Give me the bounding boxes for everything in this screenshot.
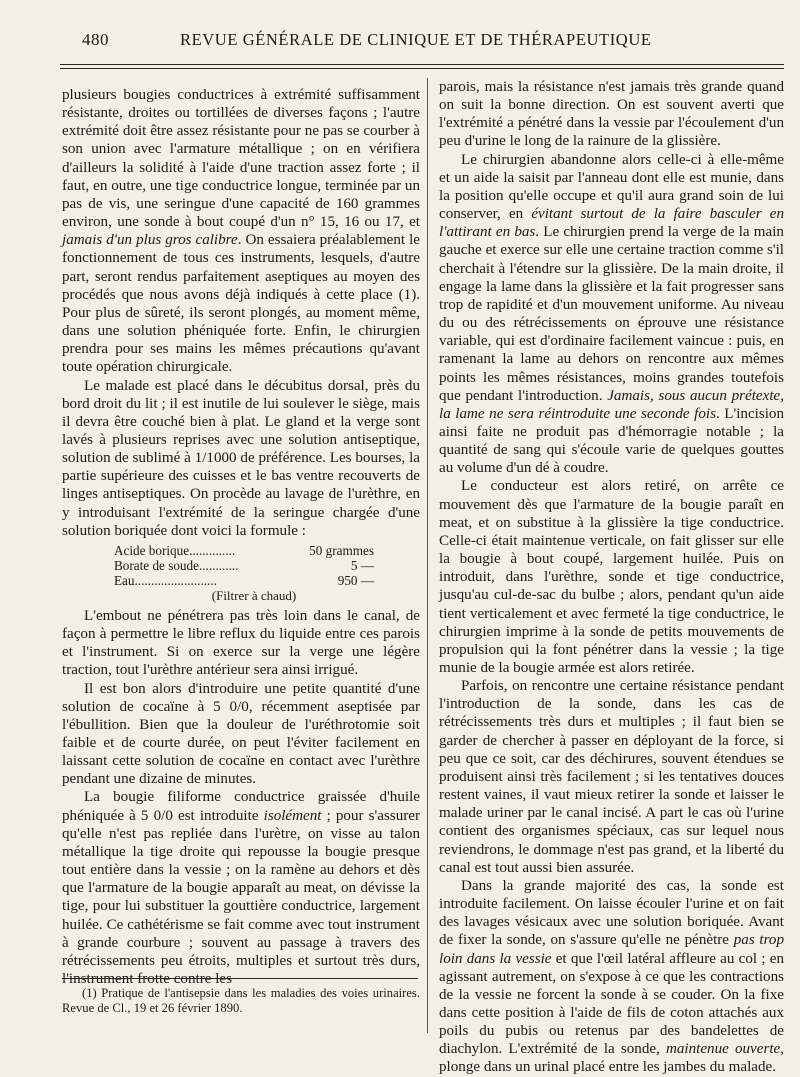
paragraph-embout: L'embout ne pénétrera pas très loin dans le canal, de façon à permettre le libre reflux du liquide entre ces parois et l'instrument. Si on exerce sur la verge une légère traction, tout l'urèthre antérieur sera ainsi irrigué. (62, 607, 420, 679)
right-column (439, 78, 784, 1077)
header-rule (60, 64, 784, 65)
paragraph-resistance: Parfois, on rencontre une certaine résistance pendant l'introduction de la sonde, dans les cas de rétrécissements très durs et multiples ; il faut bien se garder de chercher à passer en déployant de la force, si peu que ce soit, car des déchirures, souvent étendues se produisent ainsi très facilement ; si les tentatives douces restent vaines, il vaut mieux retirer la sonde et laisser le malade uriner par le canal incisé. A part le cas où l'urine contient des organismes spéciaux, cas sur lequel nous reviendrons, le dommage n'est pas grand, et la liberté du canal est tout aussi bien assurée. (439, 678, 784, 876)
paragraph-parois: parois, mais la résistance n'est jamais très grande quand on suit la bonne direction. On est souvent averti que l'extrémité a pénétré dans la vessie par l'écoulement d'un peu d'urine le long de la rainure de la glissière. (439, 79, 784, 150)
page-number: 480 (82, 30, 109, 49)
formula-row: Borate de soude............ 5 — (114, 557, 374, 573)
formula-note: (Filtrer à chaud) (211, 587, 297, 603)
paragraph-cocaine: Il est bon alors d'introduire une petite quantité d'une solution de cocaïne à 5 0/0, récemment aseptisée par l'ébullition. Bien que la douleur de l'uréthrotomie soit faible et de courte durée, on peut l'éviter facilement en laissant cette solution de cocaïne en contact avec l'urèthre pendant une dizaine de minutes. (62, 680, 420, 788)
running-header (60, 28, 780, 54)
footnote-rule (62, 978, 418, 979)
paragraph-sonde: Dans la grande majorité des cas, la sonde est introduite facilement. On laisse écouler l'urine et on fait des lavages vésicaux avec une solution boriquée. Avant de fixer la sonde, on s'assure qu'elle ne pénètre pas trop loin dans la vessie et que l'œil latéral affleure au col ; en agissant autrement, on s'expose à ce que les contractions de la vessie ne forcent la sonde à se couder. On la fixe dans cette position à l'aide de fils de coton attachés aux poils du pubis ou retenus par des bandelettes de diachylon. L'extrémité de la sonde, maintenue ouverte, plonge dans un urinal placé entre les jambes du malade. (439, 877, 785, 1076)
boric-solution-formula (114, 543, 374, 603)
column-divider (427, 78, 428, 1033)
paragraph-bougie: La bougie filiforme conductrice graissée d'huile phéniquée à 5 0/0 est introduite isolément ; pour s'assurer qu'elle n'est pas repliée dans l'urètre, on visse au talon métallique la tige droite qui repousse la bougie presque tout entière dans la vessie ; on la ramène au dehors et dès que l'armature de la bougie apparaît au meat, on dévisse la tige, pour lui substituer la gouttière conductrice, largement huilée. Ce cathétérisme se fait comme avec tout instrument à grande courbure ; souvent au passage à travers des rétrécissements peu étroits, multiples et surtout très durs, l'instrument frotte contre les (62, 789, 420, 988)
paragraph-instruments: plusieurs bougies conductrices à extrémité suffisamment résistante, droites ou tortillées de diverses façons ; l'autre extrémité doit être assez résistante pour ne pas se courber à son union avec l'armature métallique ; on en vérifiera d'ailleurs la solidité à l'aide d'une traction assez forte ; il faut, en outre, une tige conductrice longue, terminée par un pas de vis, une seringue d'une capacité de 160 grammes environ, une sonde à bout coupé d'un n° 15, 16 ou 17, et jamais d'un plus gros calibre. On essaiera préalablement le fonctionnement de tous ces instruments, lesquels, d'autre part, seront rendus parfaitement aseptiques au moyen des procédés que nous avons déjà indiqués à cette place (1). Pour plus de sûreté, ils seront plongés, au moment même, dans une solution phéniquée forte. Enfin, le chirurgien prendra pour ses mains les mêmes précautions qu'avant toute opération chirurgicale. (62, 87, 420, 376)
header-rule-thin (60, 68, 784, 69)
formula-row: Eau......................... 950 — (114, 572, 374, 588)
left-column (62, 86, 420, 988)
formula-row: Acide borique.............. 50 grammes (114, 542, 374, 558)
paragraph-patient-position: Le malade est placé dans le décubitus dorsal, près du bord droit du lit ; il est inutile de lui soulever le siège, mais il devra être couché bien à plat. Le gland et la verge sont lavés à plusieurs reprises avec une solution antiseptique, solution de sublimé à 1/1000 de préférence. Les bourses, la partie supérieure des cuisses et le bas ventre recouverts de linges antiseptiques. On procède au lavage de l'urèthre, en y introduisant l'extrémité de la seringue chargée d'une solution boriquée dont voici la formule : (62, 377, 420, 539)
paragraph-incision: Le chirurgien abandonne alors celle-ci à elle-même et un aide la saisit par l'anneau dont elle est munie, dans la position qu'elle occupe et qu'il aura grand soin de lui conserver, en évitant surtout de la faire basculer en l'attirant en bas. Le chirurgien prend la verge de la main gauche et exerce sur elle une certaine traction comme s'il cherchait à l'étendre sur la glissière. De la main droite, il engage la lame dans la glissière et la fait progresser sans trop de rapidité et d'un mouvement uniforme. Au niveau du ou des rétrécissements on éprouve une résistance variable, qui est d'ordinaire facilement vaincue : puis, en ramenant la lame au dehors on rencontre aux mêmes points les mêmes résistances, moins grandes toutefois que pendant l'introduction. Jamais, sous aucun prétexte, la lame ne sera réintroduite une seconde fois. L'incision ainsi faite ne produit pas d'hémorragie notable ; la quantité de sang qui s'écoule varie de quelques gouttes au volume d'un dé à coudre. (439, 151, 784, 477)
footnote: (1) Pratique de l'antisepsie dans les maladies des voies urinaires. Revue de Cl., 19 et 26 février 1890. (62, 986, 420, 1015)
running-title: REVUE GÉNÉRALE DE CLINIQUE ET DE THÉRAPEUTIQUE (180, 30, 652, 49)
paragraph-conducteur: Le conducteur est alors retiré, on arrête ce mouvement dès que l'armature de la bougie paraît en meat, et on substitue à la glissière la tige conductrice. Celle-ci était maintenue verticale, on fait glisser sur elle la bougie à bout coupé, largement huilée. Puis on introduit, dans l'urèthre, sonde et tige conductrice, jusqu'au cul-de-sac du bulbe ; alors, pendant qu'un aide tient verticalement et avec fermeté la tige conductrice, le chirurgien imprime à la sonde de petits mouvements de propulsion qui la font pénétrer dans la vessie ; la tige munie de la bougie armée est alors retirée. (439, 478, 784, 676)
